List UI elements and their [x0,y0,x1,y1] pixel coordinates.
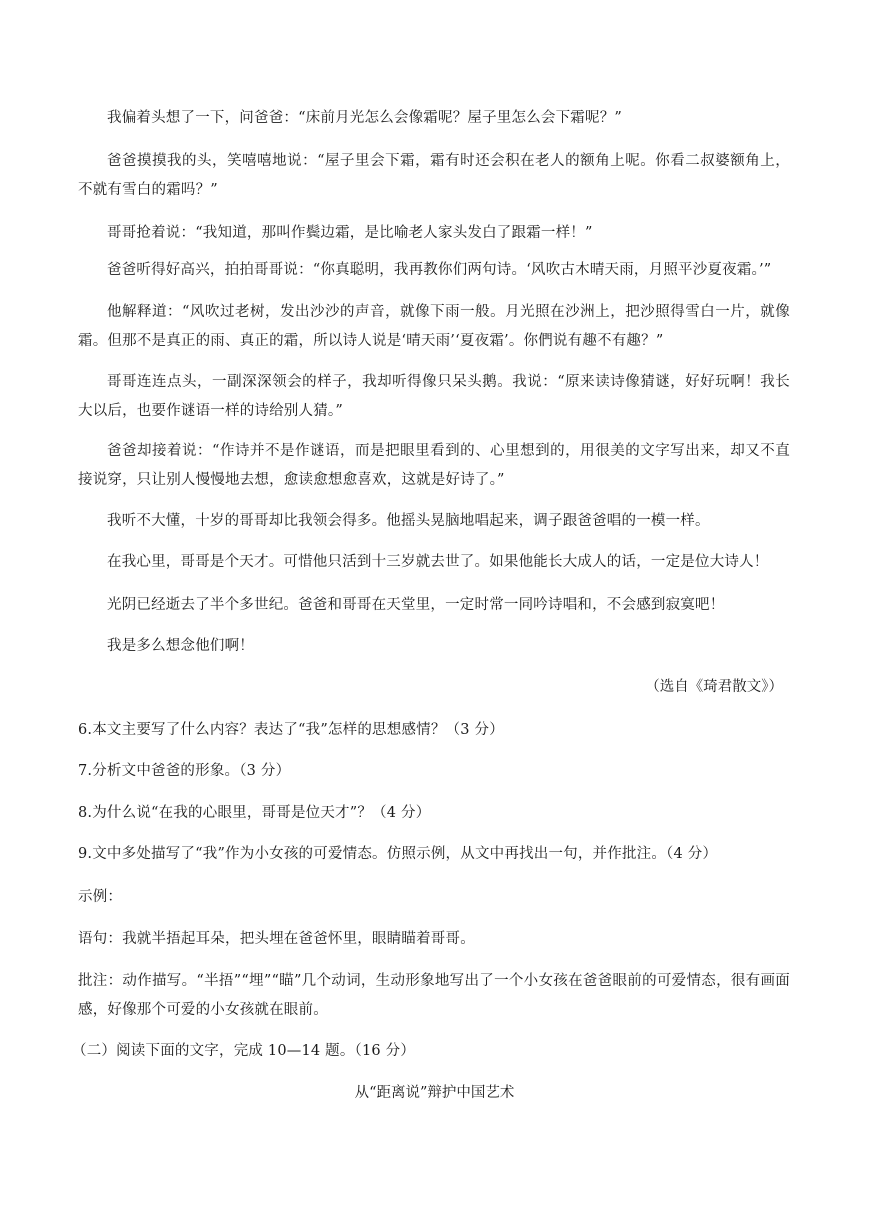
paragraph-1: 我偏着头想了一下，问爸爸：“床前月光怎么会像霜呢？屋子里怎么会下霜呢？” [107,110,623,126]
paragraph-11: 我是多么想念他们啊！ [107,638,254,654]
article-title: 从“距离说”辩护中国艺术 [354,1085,515,1101]
question-8: 8.为什么说“在我的心眼里，哥哥是位天才”？（4 分） [78,805,431,821]
paragraph-2: 爸爸摸摸我的头，笑嘻嘻地说：“屋子里会下霜，霜有时还会积在老人的额角上呢。你看二叔婆额角上，不就有雪白的霜吗？” [78,153,790,198]
example-sentence: 语句：我就半捂起耳朵，把头埋在爸爸怀里，眼睛瞄着哥哥。 [78,931,475,947]
paragraph-10: 光阴已经逝去了半个多世纪。爸爸和哥哥在天堂里，一定时常一同吟诗唱和，不会感到寂寞吧！ [107,597,725,613]
source-citation: （选自《琦君散文》） [645,679,783,695]
section-heading: （二）阅读下面的文字，完成 10—14 题。（16 分） [72,1043,416,1059]
paragraph-9: 在我心里，哥哥是个天才。可惜他只活到十三岁就去世了。如果他能长大成人的话，一定是位大诗人！ [107,554,769,570]
question-9: 9.文中多处描写了“我”作为小女孩的可爱情态。仿照示例，从文中再找出一句，并作批注。（4 分） [78,846,718,862]
paragraph-5: 他解释道：“风吹过老树，发出沙沙的声音，就像下雨一般。月光照在沙洲上，把沙照得雪白一片，就像霜。但那不是真正的雨、真正的霜，所以诗人说是‘晴天雨’‘夏夜霜’。你們说有趣不有趣？” [78,304,790,349]
paragraph-8: 我听不大懂，十岁的哥哥却比我领会得多。他摇头晃脑地唱起来，调子跟爸爸唱的一模一样。 [107,513,710,529]
paragraph-6: 哥哥连连点头，一副深深领会的样子，我却听得像只呆头鹅。我说：“原来读诗像猜谜，好好玩啊！我长大以后，也要作谜语一样的诗给别人猜。” [78,374,790,419]
paragraph-3: 哥哥抢着说：“我知道，那叫作鬓边霜，是比喻老人家头发白了跟霜一样！” [107,225,593,241]
question-6: 6.本文主要写了什么内容？表达了“我”怎样的思想感情？（3 分） [78,722,504,738]
paragraph-4: 爸爸听得好高兴，拍拍哥哥说：“你真聪明，我再教你们两句诗。‘风吹古木晴天雨，月照平沙夏夜霜。’” [107,262,772,278]
question-7: 7.分析文中爸爸的形象。（3 分） [78,763,291,779]
example-note: 批注：动作描写。“半捂”“埋”“瞄”几个动词，生动形象地写出了一个小女孩在爸爸眼前的可爱情态，很有画面感，好像那个可爱的小女孩就在眼前。 [78,973,790,1018]
paragraph-7: 爸爸却接着说：“作诗并不是作谜语，而是把眼里看到的、心里想到的，用很美的文字写出来，却又不直接说穿，只让别人慢慢地去想，愈读愈想愈喜欢，这就是好诗了。” [78,443,790,488]
example-label: 示例： [78,889,123,905]
